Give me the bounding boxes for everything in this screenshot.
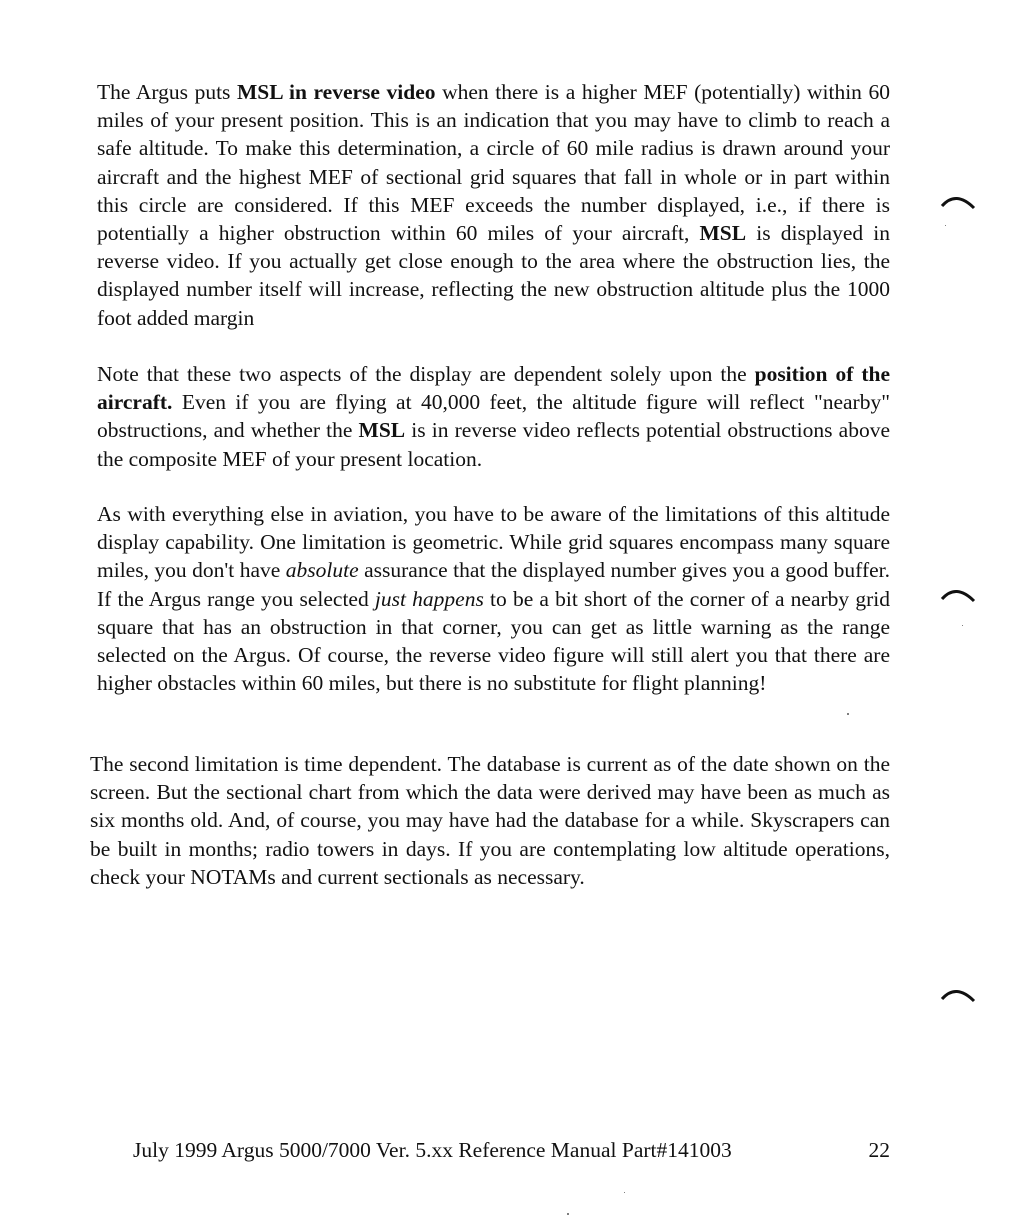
text-segment: is in reverse video reflects potential obstructions above the composite MEF of your present location. [97,418,890,471]
bold-text-segment: position of the aircraft. [97,362,890,415]
scan-speck [567,1213,569,1215]
footer-text: July 1999 Argus 5000/7000 Ver. 5.xx Reference Manual Part#141003 [133,1138,732,1162]
text-segment: is displayed in reverse video. If you actually get close enough to the area where the obstruction lies, the displayed number itself will increase, reflecting the new obstruction altitude plus the 1000 foot added margin [97,221,891,330]
bold-text-segment: MSL [699,221,747,246]
text-segment: As with everything else in aviation, you have to be aware of the limitations of this altitude display capability. One limitation is geometric. While grid squares encompass many square miles, you don't have [97,502,890,583]
text-segment: The second limitation is time dependent. The database is current as of the date shown on the screen. But the sectional chart from which the data were derived may have been as much as six months old. And, of course, you may have had the database for a while. Skyscrapers can be built in months; radio towers in days. If you are contemplating low altitude operations, check your NOTAMs and current sectionals as necessary. [90,752,890,889]
paragraph-time-limitation [90,750,890,891]
paragraph-geometric-limitation [97,500,890,697]
italic-text-segment: absolute [285,558,359,583]
text-segment: Note that these two aspects of the display are dependent solely upon the [97,362,755,386]
text-segment: to be a bit short of the corner of a nearby grid square that has an obstruction in that corner, you can get as little warning as the range selected on the Argus. Of course, the reverse video figure will still alert you that there are higher obstacles within 60 miles, but there is no substitute for flight planning! [97,586,891,696]
binder-hole-mark-icon [940,985,976,1005]
bold-text-segment: MSL [358,418,406,443]
scan-speck [962,625,963,626]
scan-speck [945,225,946,226]
paragraph-position-of-aircraft [97,360,890,473]
bold-text-segment: MSL in reverse video [237,80,436,104]
text-segment: Even if you are flying at 40,000 feet, the altitude figure will reflect "nearby" obstructions, and whether the [97,390,890,443]
text-segment: when there is a higher MEF (potentially) within 60 miles of your present position. This is an indication that you may have to climb to reach a safe altitude. To make this determination, a circle of 60 mile radius is drawn around your aircraft and the highest MEF of sectional grid squares that fall in whole or in part within this circle are considered. If this MEF exceeds the number displayed, i.e., if there is potentially a higher obstruction within 60 miles of your aircraft, [97,80,890,246]
paragraph-msl-reverse-video [97,78,890,332]
text-segment: assurance that the displayed number gives you a good buffer. If the Argus range you selected [97,558,890,611]
page-footer [133,1136,893,1164]
text-segment: The Argus puts [97,80,237,104]
scan-speck [847,713,849,715]
binder-hole-mark-icon [940,585,976,605]
page-number: 22 [868,1138,890,1162]
binder-hole-mark-icon [940,192,976,212]
scan-speck [624,1192,625,1193]
italic-text-segment: just happens [374,586,484,611]
